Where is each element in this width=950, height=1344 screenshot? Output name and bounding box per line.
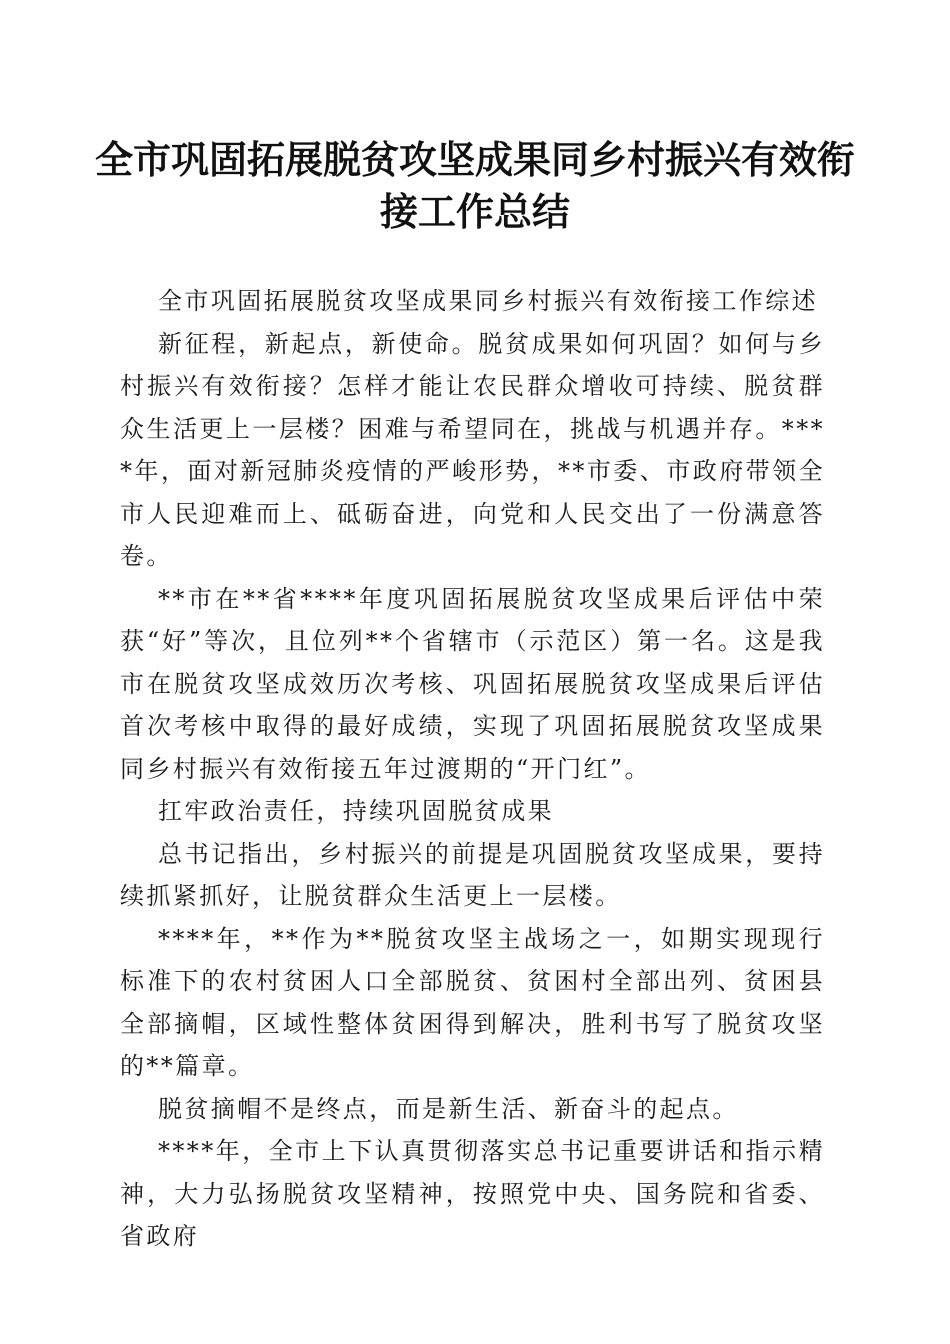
paragraph-implementation: ****年，全市上下认真贯彻落实总书记重要讲话和指示精神，大力弘扬脱贫攻坚精神，按照党中央、国务院和省委、省政府 (120, 1137, 825, 1250)
document-title: 全市巩固拓展脱贫攻坚成果同乡村振兴有效衔接工作总结 (94, 137, 855, 234)
paragraph-poverty-eradication: ****年，**作为**脱贫攻坚主战场之一，如期实现现行标准下的农村贫困人口全部脱贫、贫困村全部出列、贫困县全部摘帽，区域性整体贫困得到解决，胜利书写了脱贫攻坚的**篇章。 (120, 924, 825, 1080)
section-heading-political-responsibility: 扛牢政治责任，持续巩固脱贫成果 (158, 797, 554, 825)
paragraph-new-starting-point: 脱贫摘帽不是终点，而是新生活、新奋斗的起点。 (158, 1094, 739, 1123)
paragraph-intro: 新征程，新起点，新使命。脱贫成果如何巩固？如何与乡村振兴有效衔接？怎样才能让农民群众增收可持续、脱贫群众生活更上一层楼？困难与希望同在，挑战与机遇并存。****年，面对新冠肺炎疫情的严峻形势，**市委、市政府带领全市人民迎难而上、砥砺奋进，向党和人民交出了一份满意答卷。 (120, 329, 825, 570)
document-body (120, 280, 825, 1258)
paragraph-evaluation-result: **市在**省****年度巩固拓展脱贫攻坚成果后评估中荣获“好”等次，且位列**个省辖市（示范区）第一名。这是我市在脱贫攻坚成效历次考核、巩固拓展脱贫攻坚成果后评估首次考核中取得的最好成绩，实现了巩固拓展脱贫攻坚成果同乡村振兴有效衔接五年过渡期的“开门红”。 (120, 584, 825, 783)
paragraph-general-secretary-remarks: 总书记指出，乡村振兴的前提是巩固脱贫攻坚成果，要持续抓紧抓好，让脱贫群众生活更上一层楼。 (120, 839, 825, 910)
paragraph-subtitle: 全市巩固拓展脱贫攻坚成果同乡村振兴有效衔接工作综述 (158, 287, 818, 315)
